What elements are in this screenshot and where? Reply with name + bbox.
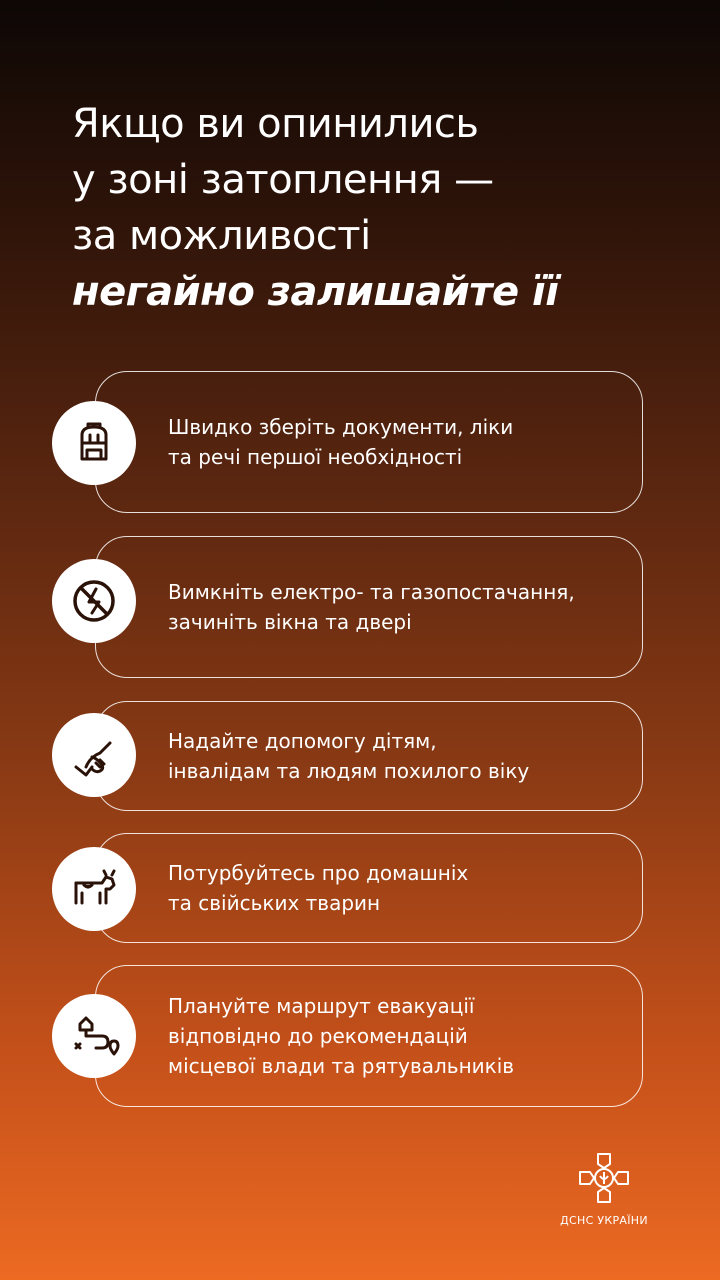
headline-emphasis: негайно залишайте її	[72, 269, 559, 315]
dsns-emblem-icon	[578, 1152, 630, 1204]
step-card-assistance	[95, 701, 643, 811]
headline-line-1: Якщо ви опинились	[72, 101, 479, 147]
step-text-line: Потурбуйтесь про домашніх	[168, 861, 469, 885]
step-card-documents	[95, 371, 643, 513]
dsns-logo	[560, 1152, 648, 1227]
headline-line-3: за можливості	[72, 213, 371, 259]
step-text	[168, 726, 626, 786]
step-card-animals	[95, 833, 643, 943]
step-text-line: відповідно до рекомендацій	[168, 1024, 468, 1048]
step-card-utilities	[95, 536, 643, 678]
no-electricity-icon	[52, 559, 136, 643]
helping-hands-icon	[52, 713, 136, 797]
headline-line-2: у зоні затоплення —	[72, 157, 494, 203]
step-text-line: місцевої влади та рятувальників	[168, 1054, 515, 1078]
logo-caption: ДСНС УКРАЇНИ	[560, 1214, 648, 1227]
cow-icon	[52, 847, 136, 931]
step-text-line: Надайте допомогу дітям,	[168, 729, 437, 753]
step-text	[168, 577, 626, 637]
step-text-line: та свійських тварин	[168, 891, 381, 915]
evacuation-route-icon	[52, 994, 136, 1078]
step-text-line: та речі першої необхідності	[168, 445, 463, 469]
step-card-evacuation	[95, 965, 643, 1107]
step-text-line: інвалідам та людям похилого віку	[168, 759, 530, 783]
step-text-line: Вимкніть електро- та газопостачання,	[168, 580, 575, 604]
backpack-icon	[52, 401, 136, 485]
step-text	[168, 991, 626, 1081]
step-text	[168, 412, 626, 472]
step-text-line: зачиніть вікна та двері	[168, 610, 412, 634]
step-text	[168, 858, 626, 918]
step-text-line: Швидко зберіть документи, ліки	[168, 415, 514, 439]
step-text-line: Плануйте маршрут евакуації	[168, 994, 475, 1018]
headline	[72, 96, 672, 320]
